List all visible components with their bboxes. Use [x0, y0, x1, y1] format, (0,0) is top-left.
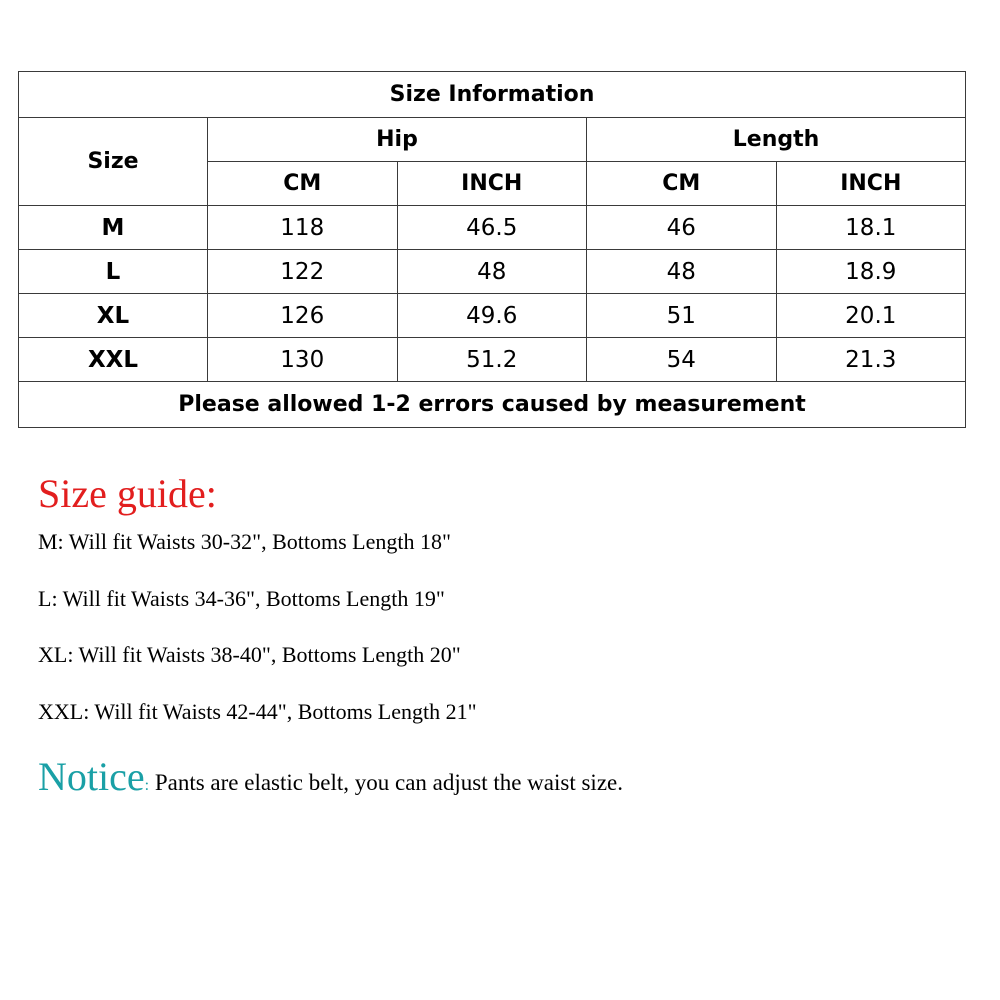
notice-label: Notice [38, 754, 145, 799]
hip-cm-cell: 118 [208, 206, 398, 250]
length-group-header: Length [587, 118, 966, 162]
length-cm-cell: 48 [587, 250, 777, 294]
table-note-row [19, 382, 966, 428]
hip-inch-cell: 46.5 [397, 206, 587, 250]
hip-group-header: Hip [208, 118, 587, 162]
length-inch-cell: 18.1 [776, 206, 966, 250]
size-guide-line-m: M: Will fit Waists 30-32", Bottoms Length 18" [38, 529, 451, 554]
hip-cm-cell: 126 [208, 294, 398, 338]
length-cm-cell: 51 [587, 294, 777, 338]
hip-cm-cell: 130 [208, 338, 398, 382]
size-guide-line-xl: XL: Will fit Waists 38-40", Bottoms Length 20" [38, 642, 461, 667]
length-inch-cell: 20.1 [776, 294, 966, 338]
length-inch-header: INCH [776, 162, 966, 206]
hip-cm-header: CM [208, 162, 398, 206]
hip-inch-cell: 49.6 [397, 294, 587, 338]
measurement-note: Please allowed 1-2 errors caused by measurement [19, 382, 966, 428]
notice-colon: : [144, 777, 150, 794]
hip-cm-cell: 122 [208, 250, 398, 294]
size-cell: M [19, 206, 208, 250]
size-information-table [18, 71, 966, 428]
size-guide-line-xxl: XXL: Will fit Waists 42-44", Bottoms Length 21" [38, 699, 477, 724]
length-inch-cell: 21.3 [776, 338, 966, 382]
size-guide-line-l: L: Will fit Waists 34-36", Bottoms Length 19" [38, 586, 445, 611]
notice-text: Pants are elastic belt, you can adjust the waist size. [149, 770, 623, 795]
table-row [19, 338, 966, 382]
size-cell: XXL [19, 338, 208, 382]
size-cell: L [19, 250, 208, 294]
table-group-header-row [19, 118, 966, 162]
size-column-header: Size [19, 118, 208, 206]
hip-inch-cell: 51.2 [397, 338, 587, 382]
length-inch-cell: 18.9 [776, 250, 966, 294]
length-cm-header: CM [587, 162, 777, 206]
table-title: Size Information [19, 72, 966, 118]
table-row [19, 250, 966, 294]
length-cm-cell: 46 [587, 206, 777, 250]
table-row [19, 294, 966, 338]
hip-inch-cell: 48 [397, 250, 587, 294]
table-title-row [19, 72, 966, 118]
notice [38, 752, 623, 802]
hip-inch-header: INCH [397, 162, 587, 206]
length-cm-cell: 54 [587, 338, 777, 382]
table-row [19, 206, 966, 250]
size-guide-title: Size guide: [38, 471, 217, 516]
size-cell: XL [19, 294, 208, 338]
